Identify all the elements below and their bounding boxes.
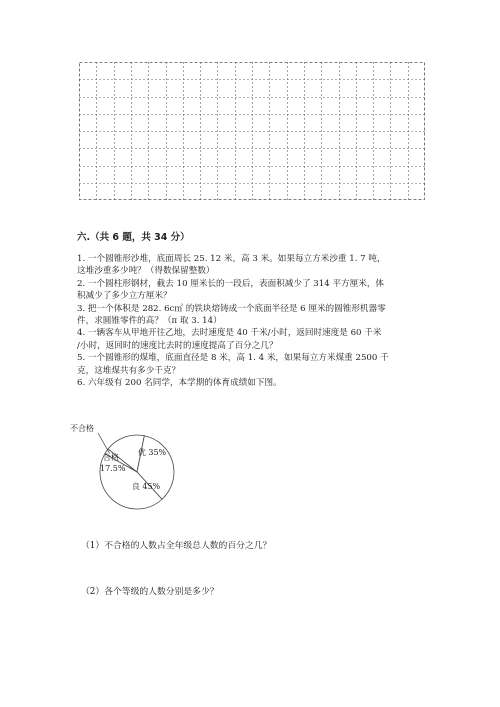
grid-lines <box>79 62 425 200</box>
pie-label-1: 合格 <box>103 453 119 462</box>
sub-question-2: （2）各个等级的人数分别是多少？ <box>81 587 219 597</box>
question-line: 5. 一个圆锥形的煤堆，底面直径是 8 米，高 1. 4 米，如果每立方米煤重 2500 千 <box>77 353 389 364</box>
question-line: 6. 六年级有 200 名同学，本学期的体育成绩如下图。 <box>77 378 282 389</box>
question-line: /小时，返回时的速度比去时的速度提高了百分之几？ <box>77 340 278 351</box>
question-1 <box>77 253 427 278</box>
sub-question-1: （1）不合格的人数占全年级总人数的百分之几？ <box>81 541 272 551</box>
question-6 <box>77 377 427 389</box>
pie-label-2: 优 35% <box>137 448 167 457</box>
pie-leader-line <box>98 433 110 454</box>
question-list <box>77 253 427 389</box>
question-5 <box>77 352 427 377</box>
question-line: 4. 一辆客车从甲地开往乙地，去时速度是 40 千米/小时，返回时速度是 60 千米 <box>77 328 382 339</box>
question-3 <box>77 303 427 328</box>
question-line: 件，求圆锥零件的高？（π 取 3. 14） <box>77 316 222 327</box>
pie-label-1-value: 17.5% <box>100 464 126 473</box>
section-title: 六.（共 6 题，共 34 分） <box>77 232 190 243</box>
question-line: 积减少了多少立方厘米？ <box>77 291 172 302</box>
pie-chart-svg <box>68 417 183 512</box>
question-4 <box>77 327 427 352</box>
pie-label-3: 良 45% <box>131 482 161 491</box>
pie-label-0: 不合格 <box>70 424 94 433</box>
question-line: 3. 把一个体积是 282. 6c㎡ 的铁块熔铸成一个底面半径是 6 厘米的圆锥形机器零 <box>77 303 386 314</box>
question-line: 1. 一个圆锥形沙堆，底面周长 25. 12 米，高 3 米。如果每立方米沙重 1. 7 吨， <box>77 254 386 264</box>
question-line: 克，这堆煤共有多少千克？ <box>77 365 181 376</box>
question-line: 2. 一个圆柱形钢材，截去 10 厘米长的一段后，表面积减少了 314 平方厘米，体 <box>77 278 385 289</box>
question-2 <box>77 278 427 303</box>
pie-chart <box>68 417 183 512</box>
grid-paper <box>79 62 425 200</box>
question-line: 这堆沙重多少吨？（得数保留整数） <box>77 266 215 277</box>
